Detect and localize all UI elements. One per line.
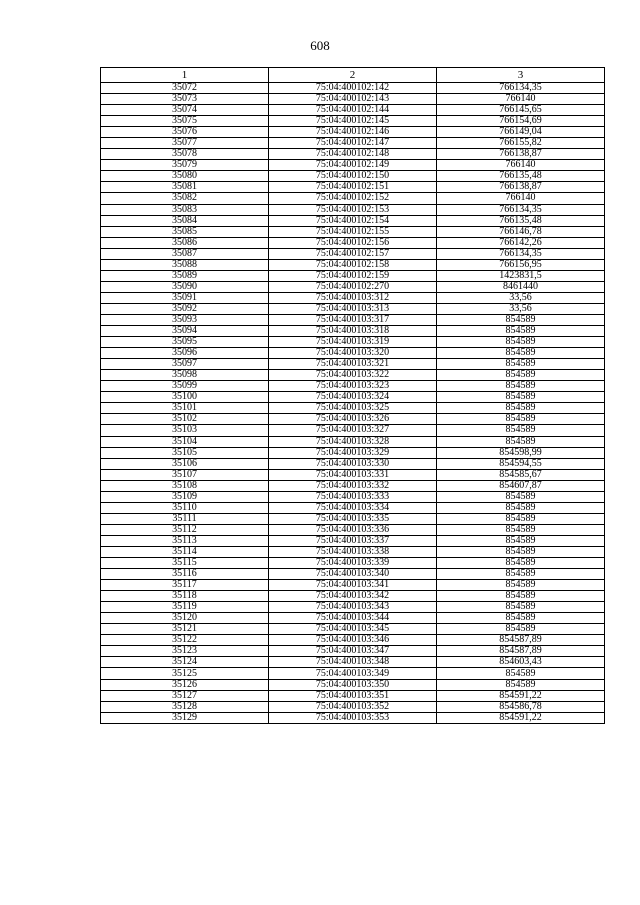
table-cell: 35126 bbox=[101, 679, 269, 690]
table-row bbox=[101, 535, 605, 546]
table-cell: 75:04:400103:336 bbox=[269, 524, 437, 535]
table-cell: 854587,89 bbox=[437, 646, 605, 657]
table-row bbox=[101, 436, 605, 447]
table-row bbox=[101, 513, 605, 524]
table-cell: 35127 bbox=[101, 690, 269, 701]
table-cell: 35099 bbox=[101, 381, 269, 392]
table-cell: 75:04:400103:335 bbox=[269, 513, 437, 524]
table-cell: 766146,78 bbox=[437, 226, 605, 237]
table-cell: 75:04:400102:146 bbox=[269, 127, 437, 138]
table-cell: 854589 bbox=[437, 624, 605, 635]
table-cell: 35106 bbox=[101, 458, 269, 469]
table-cell: 854589 bbox=[437, 502, 605, 513]
table-cell: 35078 bbox=[101, 149, 269, 160]
table-row bbox=[101, 314, 605, 325]
table-row bbox=[101, 458, 605, 469]
table-cell: 75:04:400102:147 bbox=[269, 138, 437, 149]
table-row bbox=[101, 326, 605, 337]
table-row bbox=[101, 646, 605, 657]
table-row bbox=[101, 403, 605, 414]
table-cell: 75:04:400103:317 bbox=[269, 314, 437, 325]
table-row bbox=[101, 204, 605, 215]
table-cell: 35082 bbox=[101, 193, 269, 204]
table-row bbox=[101, 281, 605, 292]
table-row bbox=[101, 392, 605, 403]
table-cell: 854589 bbox=[437, 403, 605, 414]
table-cell: 766138,87 bbox=[437, 182, 605, 193]
table-cell: 854589 bbox=[437, 546, 605, 557]
table-cell: 854589 bbox=[437, 569, 605, 580]
table-row bbox=[101, 701, 605, 712]
table-row bbox=[101, 635, 605, 646]
table-cell: 766142,26 bbox=[437, 237, 605, 248]
table-cell: 35072 bbox=[101, 83, 269, 94]
table-cell: 854589 bbox=[437, 591, 605, 602]
table-cell: 854589 bbox=[437, 679, 605, 690]
table-row bbox=[101, 182, 605, 193]
table-cell: 75:04:400103:331 bbox=[269, 469, 437, 480]
table-row bbox=[101, 160, 605, 171]
table-row bbox=[101, 215, 605, 226]
table-row bbox=[101, 248, 605, 259]
table-cell: 75:04:400102:142 bbox=[269, 83, 437, 94]
table-cell: 854589 bbox=[437, 326, 605, 337]
table-cell: 854589 bbox=[437, 524, 605, 535]
table-cell: 75:04:400103:343 bbox=[269, 602, 437, 613]
table-cell: 75:04:400102:270 bbox=[269, 281, 437, 292]
table-cell: 35115 bbox=[101, 558, 269, 569]
table-cell: 766140 bbox=[437, 193, 605, 204]
table-row bbox=[101, 127, 605, 138]
table-row bbox=[101, 602, 605, 613]
table-cell: 75:04:400103:325 bbox=[269, 403, 437, 414]
table-row bbox=[101, 425, 605, 436]
table-cell: 766138,87 bbox=[437, 149, 605, 160]
table-row bbox=[101, 414, 605, 425]
table-row bbox=[101, 359, 605, 370]
table-cell: 854589 bbox=[437, 613, 605, 624]
table-cell: 35119 bbox=[101, 602, 269, 613]
page-number: 608 bbox=[310, 38, 330, 53]
table-row bbox=[101, 524, 605, 535]
table-cell: 35089 bbox=[101, 270, 269, 281]
table-cell: 35122 bbox=[101, 635, 269, 646]
table-row bbox=[101, 105, 605, 116]
table-cell: 75:04:400102:145 bbox=[269, 116, 437, 127]
table-cell: 75:04:400103:345 bbox=[269, 624, 437, 635]
table-row bbox=[101, 94, 605, 105]
table-cell: 766134,35 bbox=[437, 248, 605, 259]
table-row bbox=[101, 270, 605, 281]
table-cell: 854589 bbox=[437, 392, 605, 403]
table-cell: 854589 bbox=[437, 314, 605, 325]
table-body bbox=[101, 83, 605, 724]
table-cell: 75:04:400103:348 bbox=[269, 657, 437, 668]
table-row bbox=[101, 348, 605, 359]
table-cell: 75:04:400102:148 bbox=[269, 149, 437, 160]
table-row bbox=[101, 480, 605, 491]
table-cell: 75:04:400103:352 bbox=[269, 701, 437, 712]
table-cell: 766145,65 bbox=[437, 105, 605, 116]
table-cell: 854589 bbox=[437, 535, 605, 546]
table-cell: 854587,89 bbox=[437, 635, 605, 646]
table-cell: 35087 bbox=[101, 248, 269, 259]
table-cell: 766135,48 bbox=[437, 215, 605, 226]
table-cell: 35093 bbox=[101, 314, 269, 325]
table-cell: 35076 bbox=[101, 127, 269, 138]
table-cell: 35100 bbox=[101, 392, 269, 403]
table-cell: 854589 bbox=[437, 436, 605, 447]
table-row bbox=[101, 502, 605, 513]
table-cell: 854591,22 bbox=[437, 690, 605, 701]
table-row bbox=[101, 259, 605, 270]
table-row bbox=[101, 447, 605, 458]
table-cell: 35117 bbox=[101, 580, 269, 591]
table-cell: 35113 bbox=[101, 535, 269, 546]
table-cell: 35108 bbox=[101, 480, 269, 491]
table-cell: 35097 bbox=[101, 359, 269, 370]
table-row bbox=[101, 337, 605, 348]
table-cell: 35120 bbox=[101, 613, 269, 624]
table-cell: 35096 bbox=[101, 348, 269, 359]
table-cell: 35085 bbox=[101, 226, 269, 237]
table-cell: 75:04:400103:329 bbox=[269, 447, 437, 458]
table-cell: 35109 bbox=[101, 491, 269, 502]
table-cell: 854607,87 bbox=[437, 480, 605, 491]
table-row bbox=[101, 546, 605, 557]
table-row bbox=[101, 591, 605, 602]
table-header-row bbox=[101, 68, 605, 83]
table-cell: 75:04:400102:159 bbox=[269, 270, 437, 281]
table-cell: 75:04:400103:351 bbox=[269, 690, 437, 701]
table-row bbox=[101, 116, 605, 127]
table-cell: 75:04:400103:319 bbox=[269, 337, 437, 348]
table-row bbox=[101, 679, 605, 690]
table-cell: 35104 bbox=[101, 436, 269, 447]
table-cell: 75:04:400103:328 bbox=[269, 436, 437, 447]
table-row bbox=[101, 491, 605, 502]
table-cell: 75:04:400103:320 bbox=[269, 348, 437, 359]
table-cell: 75:04:400103:347 bbox=[269, 646, 437, 657]
table-cell: 75:04:400103:333 bbox=[269, 491, 437, 502]
table-cell: 75:04:400103:353 bbox=[269, 712, 437, 723]
table-cell: 35090 bbox=[101, 281, 269, 292]
table-cell: 854589 bbox=[437, 491, 605, 502]
table-cell: 75:04:400102:156 bbox=[269, 237, 437, 248]
table-cell: 35102 bbox=[101, 414, 269, 425]
table-row bbox=[101, 138, 605, 149]
table-cell: 854589 bbox=[437, 381, 605, 392]
table-row bbox=[101, 193, 605, 204]
table-cell: 35105 bbox=[101, 447, 269, 458]
table-cell: 35084 bbox=[101, 215, 269, 226]
table-cell: 35098 bbox=[101, 370, 269, 381]
table-cell: 35091 bbox=[101, 292, 269, 303]
table-cell: 766134,35 bbox=[437, 83, 605, 94]
table-cell: 75:04:400103:344 bbox=[269, 613, 437, 624]
table-row bbox=[101, 558, 605, 569]
table-row bbox=[101, 171, 605, 182]
table-cell: 35077 bbox=[101, 138, 269, 149]
table-row bbox=[101, 613, 605, 624]
table-cell: 35103 bbox=[101, 425, 269, 436]
table-cell: 75:04:400103:340 bbox=[269, 569, 437, 580]
table-row bbox=[101, 237, 605, 248]
table-row bbox=[101, 668, 605, 679]
table-cell: 35121 bbox=[101, 624, 269, 635]
table-cell: 35129 bbox=[101, 712, 269, 723]
table-cell: 1423831,5 bbox=[437, 270, 605, 281]
table-row bbox=[101, 303, 605, 314]
table-cell: 35079 bbox=[101, 160, 269, 171]
table-cell: 75:04:400102:154 bbox=[269, 215, 437, 226]
table-cell: 75:04:400103:313 bbox=[269, 303, 437, 314]
table-cell: 75:04:400103:321 bbox=[269, 359, 437, 370]
column-header: 1 bbox=[101, 68, 269, 83]
column-header: 2 bbox=[269, 68, 437, 83]
table-cell: 75:04:400102:155 bbox=[269, 226, 437, 237]
data-table bbox=[100, 67, 605, 724]
table-cell: 75:04:400103:323 bbox=[269, 381, 437, 392]
table-cell: 75:04:400103:349 bbox=[269, 668, 437, 679]
table-cell: 35116 bbox=[101, 569, 269, 580]
table-row bbox=[101, 149, 605, 160]
table-cell: 75:04:400102:157 bbox=[269, 248, 437, 259]
table-cell: 766156,95 bbox=[437, 259, 605, 270]
table-cell: 75:04:400103:312 bbox=[269, 292, 437, 303]
table-cell: 35073 bbox=[101, 94, 269, 105]
table-cell: 35086 bbox=[101, 237, 269, 248]
table-cell: 35095 bbox=[101, 337, 269, 348]
table-cell: 854589 bbox=[437, 370, 605, 381]
table-cell: 854589 bbox=[437, 602, 605, 613]
table-cell: 75:04:400103:322 bbox=[269, 370, 437, 381]
table-cell: 35123 bbox=[101, 646, 269, 657]
table-cell: 854603,43 bbox=[437, 657, 605, 668]
table-cell: 75:04:400102:149 bbox=[269, 160, 437, 171]
table-cell: 854594,55 bbox=[437, 458, 605, 469]
table-cell: 854598,99 bbox=[437, 447, 605, 458]
table-cell: 35128 bbox=[101, 701, 269, 712]
table-row bbox=[101, 657, 605, 668]
table-cell: 35080 bbox=[101, 171, 269, 182]
table-cell: 75:04:400102:152 bbox=[269, 193, 437, 204]
table-cell: 35092 bbox=[101, 303, 269, 314]
table-cell: 35110 bbox=[101, 502, 269, 513]
table-row bbox=[101, 580, 605, 591]
table-cell: 75:04:400103:346 bbox=[269, 635, 437, 646]
table-cell: 35074 bbox=[101, 105, 269, 116]
table-cell: 35081 bbox=[101, 182, 269, 193]
table-cell: 35118 bbox=[101, 591, 269, 602]
table-cell: 854589 bbox=[437, 414, 605, 425]
table-cell: 75:04:400103:339 bbox=[269, 558, 437, 569]
table-row bbox=[101, 712, 605, 723]
table-cell: 766135,48 bbox=[437, 171, 605, 182]
table-row bbox=[101, 381, 605, 392]
table-cell: 854589 bbox=[437, 359, 605, 370]
table-cell: 35101 bbox=[101, 403, 269, 414]
table-cell: 75:04:400103:338 bbox=[269, 546, 437, 557]
table-row bbox=[101, 370, 605, 381]
column-header: 3 bbox=[437, 68, 605, 83]
table-cell: 35114 bbox=[101, 546, 269, 557]
table-cell: 854589 bbox=[437, 580, 605, 591]
table-cell: 75:04:400102:151 bbox=[269, 182, 437, 193]
table-cell: 33,56 bbox=[437, 303, 605, 314]
table-cell: 766154,69 bbox=[437, 116, 605, 127]
table-cell: 854589 bbox=[437, 513, 605, 524]
table-cell: 75:04:400102:143 bbox=[269, 94, 437, 105]
table-cell: 75:04:400103:332 bbox=[269, 480, 437, 491]
table-cell: 766134,35 bbox=[437, 204, 605, 215]
table-cell: 35112 bbox=[101, 524, 269, 535]
table-cell: 854589 bbox=[437, 348, 605, 359]
table-cell: 854589 bbox=[437, 425, 605, 436]
table-cell: 766155,82 bbox=[437, 138, 605, 149]
table-cell: 75:04:400103:327 bbox=[269, 425, 437, 436]
table-cell: 35125 bbox=[101, 668, 269, 679]
table-cell: 75:04:400103:342 bbox=[269, 591, 437, 602]
table-cell: 75:04:400103:350 bbox=[269, 679, 437, 690]
table-cell: 8461440 bbox=[437, 281, 605, 292]
table-cell: 35075 bbox=[101, 116, 269, 127]
table-cell: 33,56 bbox=[437, 292, 605, 303]
table-cell: 854585,67 bbox=[437, 469, 605, 480]
table-cell: 35107 bbox=[101, 469, 269, 480]
table-cell: 75:04:400103:341 bbox=[269, 580, 437, 591]
table-cell: 35094 bbox=[101, 326, 269, 337]
table-cell: 766140 bbox=[437, 94, 605, 105]
table-cell: 35083 bbox=[101, 204, 269, 215]
table-row bbox=[101, 624, 605, 635]
table-row bbox=[101, 83, 605, 94]
table-cell: 766140 bbox=[437, 160, 605, 171]
table-cell: 75:04:400102:153 bbox=[269, 204, 437, 215]
table-cell: 854589 bbox=[437, 337, 605, 348]
table-cell: 766149,04 bbox=[437, 127, 605, 138]
table-cell: 75:04:400103:337 bbox=[269, 535, 437, 546]
table-cell: 75:04:400103:330 bbox=[269, 458, 437, 469]
table-cell: 854591,22 bbox=[437, 712, 605, 723]
table-cell: 35124 bbox=[101, 657, 269, 668]
table-cell: 35088 bbox=[101, 259, 269, 270]
table-cell: 75:04:400103:334 bbox=[269, 502, 437, 513]
table-row bbox=[101, 226, 605, 237]
table-cell: 75:04:400103:318 bbox=[269, 326, 437, 337]
table-row bbox=[101, 569, 605, 580]
table-cell: 35111 bbox=[101, 513, 269, 524]
table-cell: 75:04:400103:324 bbox=[269, 392, 437, 403]
table-row bbox=[101, 292, 605, 303]
table-cell: 854589 bbox=[437, 558, 605, 569]
table-row bbox=[101, 690, 605, 701]
table-cell: 75:04:400102:144 bbox=[269, 105, 437, 116]
table-row bbox=[101, 469, 605, 480]
table-cell: 75:04:400103:326 bbox=[269, 414, 437, 425]
table-cell: 854586,78 bbox=[437, 701, 605, 712]
table-cell: 75:04:400102:158 bbox=[269, 259, 437, 270]
table-cell: 75:04:400102:150 bbox=[269, 171, 437, 182]
table-cell: 854589 bbox=[437, 668, 605, 679]
